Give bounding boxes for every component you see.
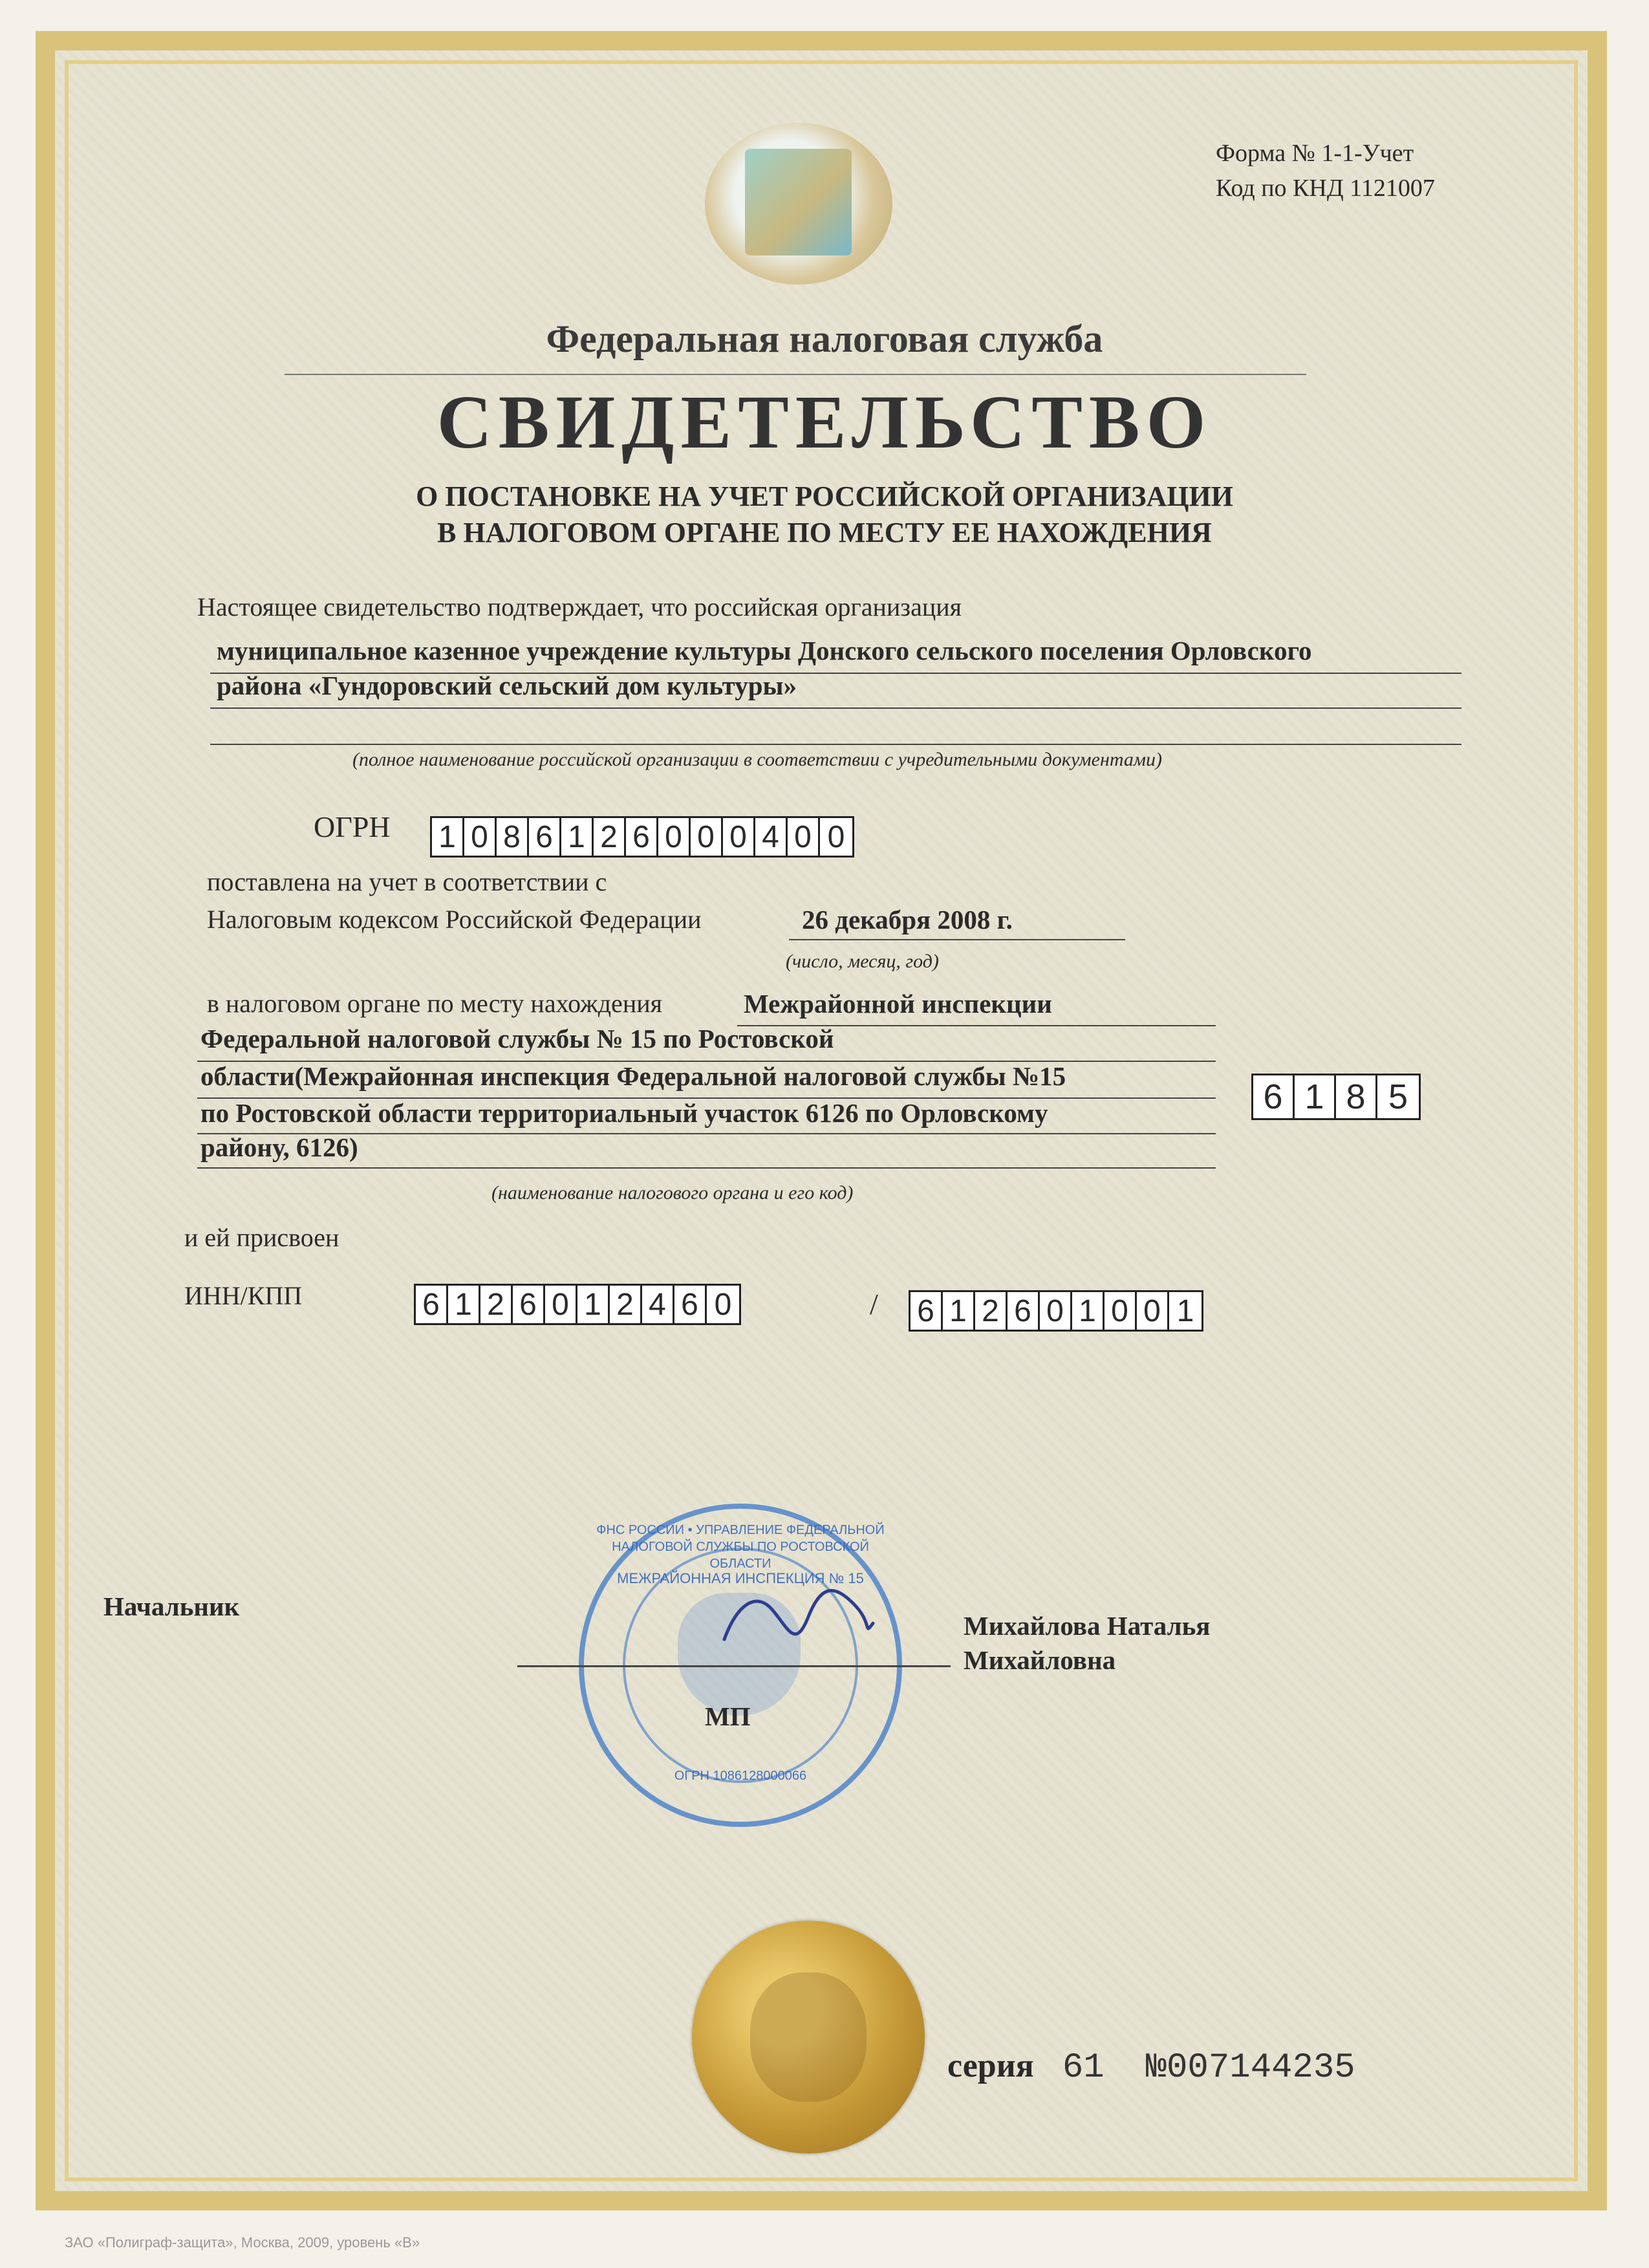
document-title: СВИДЕТЕЛЬСТВО: [436, 380, 1212, 464]
digit-cell: 4: [642, 1286, 674, 1323]
stamp-inner-text: МЕЖРАЙОННАЯ ИНСПЕКЦИЯ № 15: [617, 1570, 864, 1586]
intro-text: Настоящее свидетельство подтверждает, что российская организация: [197, 592, 962, 621]
digit-cell: 1: [1176, 1293, 1194, 1328]
inn-kpp-label: ИНН/КПП: [184, 1281, 303, 1310]
signatory-name-line-1: Михайлова Наталья: [964, 1611, 1211, 1641]
digit-cell: 6: [1008, 1292, 1040, 1330]
digit-cell: 0: [1105, 1292, 1137, 1330]
service-name: Федеральная налоговая служба: [546, 318, 1103, 360]
authority-line-5: району, 6126): [200, 1132, 358, 1162]
signature-line: [517, 1665, 951, 1667]
digit-cell: 1: [1072, 1292, 1105, 1330]
printer-footer: ЗАО «Полиграф-защита», Москва, 2009, уровень «В»: [65, 2234, 420, 2251]
underline: [789, 939, 1125, 940]
digit-cell: 2: [610, 1286, 642, 1323]
digit-cell: 0: [827, 819, 845, 854]
digit-cell: 1: [448, 1286, 480, 1323]
inn-boxes: [414, 1284, 741, 1325]
underline: [210, 707, 1461, 709]
inn-kpp-separator: /: [870, 1288, 878, 1321]
ogrn-boxes: [430, 816, 854, 858]
org-name-line-2: района «Гундоровский сельский дом культуры»: [217, 671, 797, 700]
digit-cell: 0: [723, 818, 755, 856]
series-number: №007144235: [1145, 2048, 1355, 2088]
digit-cell: 6: [416, 1286, 448, 1323]
mp-label: МП: [705, 1701, 751, 1731]
digit-cell: 0: [1040, 1292, 1072, 1330]
ogrn-label: ОГРН: [314, 810, 391, 843]
digit-cell: 2: [594, 818, 626, 856]
form-number: Форма № 1-1-Учет: [1216, 140, 1414, 167]
digit-cell: 8: [1336, 1075, 1377, 1118]
hologram-emblem: [705, 123, 892, 285]
authority-caption: (наименование налогового органа и его код): [491, 1182, 854, 1204]
stamp-ogrn-text: ОГРН 1086128000066: [674, 1769, 807, 1783]
digit-cell: 0: [658, 818, 691, 856]
digit-cell: 0: [464, 818, 497, 856]
gold-seal: [692, 1921, 925, 2154]
org-name-caption: (полное наименование российской организации в соответствии с учредительными документами): [352, 749, 1163, 770]
series-label: серия: [947, 2047, 1034, 2084]
embossed-eagle-icon: [750, 1972, 867, 2102]
org-name-line-1: муниципальное казенное учреждение культуры Донского сельского поселения Орловского: [217, 636, 1312, 665]
digit-cell: 2: [975, 1292, 1008, 1330]
underline: [197, 1167, 1216, 1169]
digit-cell: 1: [432, 818, 464, 856]
authority-line-2: Федеральной налоговой службы № 15 по Ростовской: [200, 1024, 834, 1053]
knd-code: Код по КНД 1121007: [1216, 175, 1435, 202]
digit-cell: 1: [943, 1292, 975, 1330]
form-info: [1216, 136, 1435, 206]
digit-cell: 2: [480, 1286, 513, 1323]
digit-cell: 1: [1295, 1075, 1336, 1118]
divider: [285, 374, 1306, 375]
digit-cell: 1: [577, 1286, 610, 1323]
digit-cell: 6: [1253, 1075, 1295, 1118]
coat-of-arms-icon: [745, 149, 852, 255]
digit-cell: 5: [1388, 1077, 1408, 1116]
authority-line-1: Межрайонной инспекции: [744, 989, 1052, 1019]
document-subtitle: [0, 479, 1649, 551]
subtitle-line-2: В НАЛОГОВОМ ОРГАНЕ ПО МЕСТУ ЕЕ НАХОЖДЕНИЯ: [437, 517, 1212, 548]
digit-cell: 0: [545, 1286, 577, 1323]
authority-intro: в налоговом органе по месту нахождения: [207, 989, 663, 1018]
subtitle-line-1: О ПОСТАНОВКЕ НА УЧЕТ РОССИЙСКОЙ ОРГАНИЗАЦИИ: [416, 481, 1233, 512]
digit-cell: 6: [529, 818, 561, 856]
digit-cell: 1: [561, 818, 594, 856]
digit-cell: 8: [497, 818, 529, 856]
digit-cell: 0: [788, 818, 820, 856]
signature-scribble: [711, 1578, 879, 1656]
digit-cell: 6: [911, 1292, 943, 1330]
stamp-outer-text: ФНС РОССИИ • УПРАВЛЕНИЕ ФЕДЕРАЛЬНОЙ НАЛОГОВОЙ СЛУЖБЫ ПО РОСТОВСКОЙ ОБЛАСТИ: [596, 1523, 885, 1571]
digit-cell: 6: [513, 1286, 545, 1323]
registration-line-2: Налоговым кодексом Российской Федерации: [207, 905, 702, 934]
date-caption: (число, месяц, год): [786, 951, 939, 972]
authority-code-boxes: [1251, 1074, 1421, 1120]
stamp-text: [584, 1522, 897, 1572]
assigned-label: и ей присвоен: [184, 1223, 339, 1252]
digit-cell: 6: [626, 818, 658, 856]
digit-cell: 0: [691, 818, 723, 856]
series-block: [947, 2047, 1355, 2088]
digit-cell: 0: [714, 1287, 732, 1322]
digit-cell: 4: [755, 818, 788, 856]
digit-cell: 6: [674, 1286, 707, 1323]
registration-line-1: поставлена на учет в соответствии с: [207, 867, 607, 896]
series-value: 61: [1062, 2048, 1105, 2088]
authority-line-3: области(Межрайонная инспекция Федеральной налоговой службы №15: [200, 1061, 1066, 1091]
signatory-title: Начальник: [103, 1592, 240, 1621]
signatory-name-line-2: Михайловна: [964, 1645, 1116, 1675]
registration-date: 26 декабря 2008 г.: [802, 905, 1013, 934]
kpp-boxes: [909, 1290, 1203, 1332]
underline: [210, 744, 1461, 745]
authority-line-4: по Ростовской области территориальный участок 6126 по Орловскому: [200, 1098, 1048, 1128]
digit-cell: 0: [1137, 1292, 1169, 1330]
